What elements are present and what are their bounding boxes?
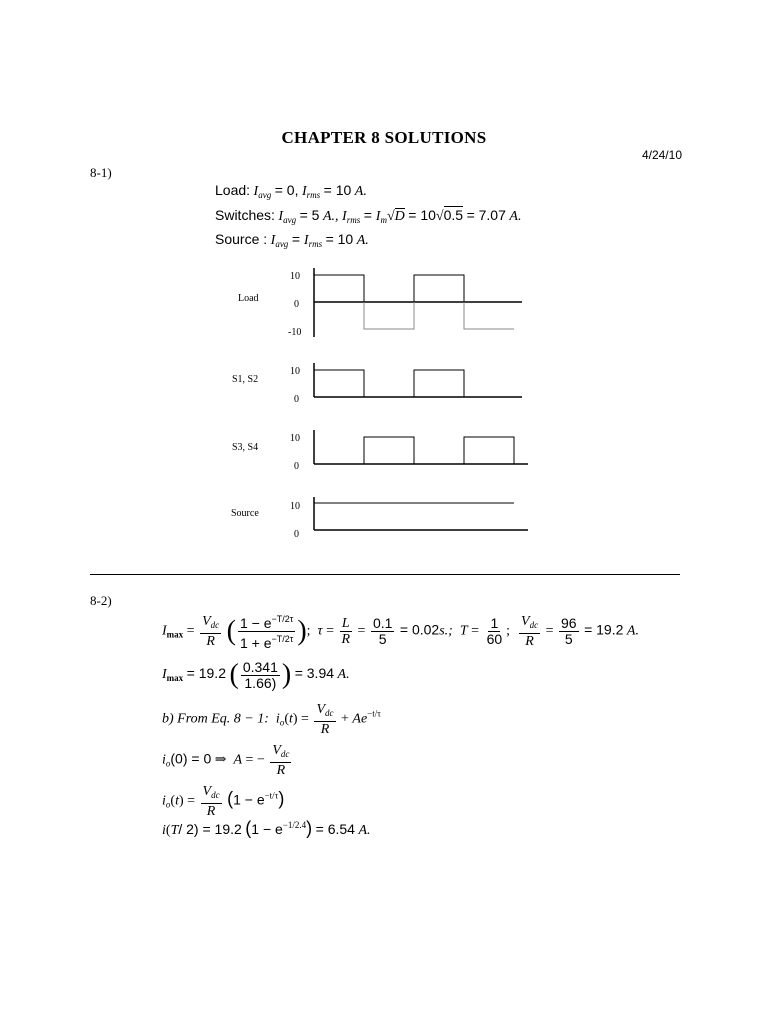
load-label: Load	[238, 293, 259, 304]
io-initial-equation: $i_o(0) = 0$ ⇒ A = − $\frac{V_{dc}}{R}$	[162, 743, 290, 778]
load-wave-neg2	[464, 302, 514, 329]
load-tick-10: 10	[290, 271, 300, 282]
s34-pulse1	[364, 437, 414, 464]
load-wave-neg1	[364, 302, 414, 329]
load-wave-pos2	[414, 275, 464, 302]
s12-pulse1	[314, 370, 364, 397]
imax-equation: $I_{max}$ = $\frac{V_{dc}}{R}$ ( $\frac{1 - e^{-T/2\tau}}{1 + e^{-T/2\tau}}$ ); τ = $\frac{L}{R}$ = $\frac{0.1}{5}$ = 0.02s.; T = $\frac{1}{60}$ ; $\frac{V_{dc}}{R}$ = $\frac{96}{5}$ = 19.2 A.	[162, 614, 639, 651]
load-equation: Load: $I_{avg} = 0$, $I_{rms} = 10$ A.	[215, 182, 367, 200]
problem-8-1-label: 8-1)	[90, 165, 112, 180]
switches-equation: Switches: $I_{avg} = 5$ A., $I_{rms} = I_m√D = 10√0.5 = 7.07$ A.	[215, 207, 522, 225]
s34-pulse2	[464, 437, 514, 464]
load-tick-0: 0	[294, 299, 299, 310]
date-label: 4/24/10	[641, 148, 682, 162]
i-half-period-equation: i(T/ 2) = 19.2 $(1 - e^{-1/2.4}) = 6.54$ A.	[162, 818, 371, 838]
source-tick-0: 0	[294, 529, 299, 540]
page-title: CHAPTER 8 SOLUTIONS	[281, 128, 487, 147]
imax-result-equation: $I_{max} = 19.2$ ( $\frac{0.341}{1.66)}$ ) = 3.94 A.	[162, 658, 350, 691]
s12-tick-10: 10	[290, 366, 300, 377]
load-tick-neg10: -10	[288, 327, 302, 338]
s34-label: S3, S4	[232, 442, 259, 453]
source-tick-10: 10	[290, 501, 300, 512]
s34-tick-10: 10	[290, 433, 300, 444]
s12-pulse2	[414, 370, 464, 397]
io-solution-equation: $i_o(t)$ = $\frac{V_{dc}}{R}$ $(1 - e^{-t/\tau})$	[162, 784, 285, 819]
problem-8-2-label: 8-2)	[90, 593, 112, 608]
s34-tick-0: 0	[294, 461, 299, 472]
io-general-equation: b) From Eq. 8 − 1: $i_o(t)$ = $\frac{V_{dc}}{R}$ + $Ae^{-t/\tau}$	[162, 702, 381, 737]
source-equation: Source : $I_{avg} = I_{rms} = 10$ A.	[215, 231, 369, 249]
s12-tick-0: 0	[294, 394, 299, 405]
section-divider	[90, 574, 680, 575]
source-label: Source	[231, 508, 259, 519]
load-wave-pos1	[314, 275, 364, 302]
s12-label: S1, S2	[232, 374, 259, 385]
